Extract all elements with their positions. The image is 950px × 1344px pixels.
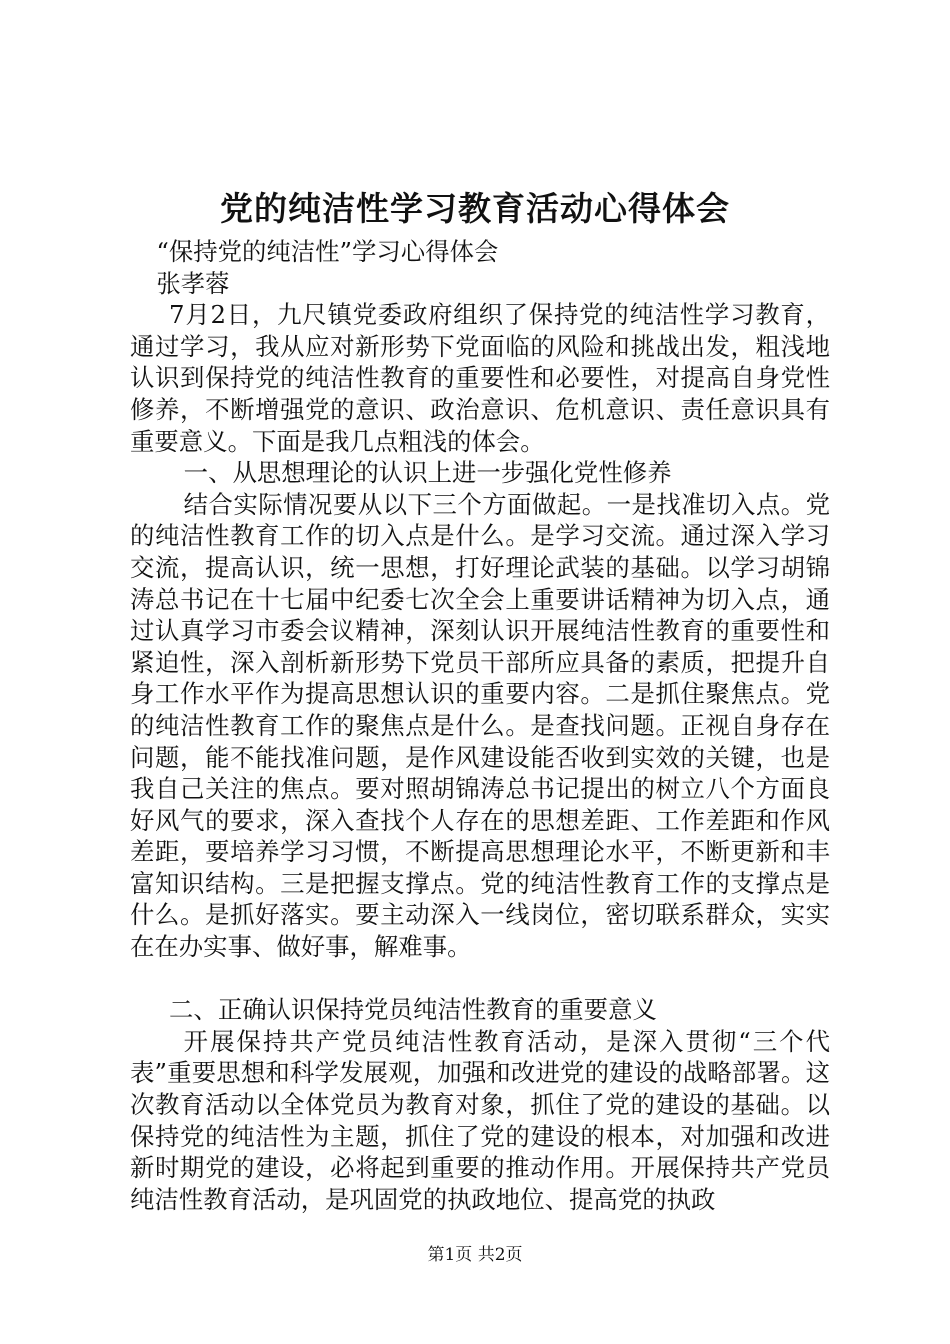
section-heading-2: 二、正确认识保持党员纯洁性教育的重要意义 [169,995,657,1025]
document-title: 党的纯洁性学习教育活动心得体会 [220,189,730,228]
subtitle: “保持党的纯洁性”学习心得体会 [156,237,499,266]
section-heading-1: 一、从思想理论的认识上进一步强化党性修养 [183,458,672,488]
paragraph-intro: 7月2日，九尺镇党委政府组织了保持党的纯洁性学习教育，通过学习，我从应对新形势下党面临的风险和挑战出发，粗浅地认识到保持党的纯洁性教育的重要性和必要性，对提高自身党性修养，不断增强党的意识、政治意识、危机意识、责任意识具有重要意义。下面是我几点粗浅的体会。 [130,300,830,456]
document-body [130,236,830,1215]
page-footer: 第1页 共2页 [427,1245,523,1265]
paragraph-section-1: 结合实际情况要从以下三个方面做起。一是找准切入点。党的纯洁性教育工作的切入点是什么。是学习交流。通过深入学习交流，提高认识，统一思想，打好理论武装的基础。以学习胡锦涛总书记在十七届中纪委七次全会上重要讲话精神为切入点，通过认真学习市委会议精神，深刻认识开展纯洁性教育的重要性和紧迫性，深入剖析新形势下党员干部所应具备的素质，把提升自身工作水平作为提高思想认识的重要内容。二是抓住聚焦点。党的纯洁性教育工作的聚焦点是什么。是查找问题。正视自身存在问题，能不能找准问题，是作风建设能否收到实效的关键，也是我自己关注的焦点。要对照胡锦涛总书记提出的树立八个方面良好风气的要求，深入查找个人存在的思想差距、工作差距和作风差距，要培养学习习惯，不断提高思想理论水平，不断更新和丰富知识结构。三是把握支撑点。党的纯洁性教育工作的支撑点是什么。是抓好落实。要主动深入一线岗位，密切联系群众，实实在在办实事、做好事，解难事。 [130,489,830,962]
paragraph-section-2: 开展保持共产党员纯洁性教育活动，是深入贯彻“三个代表”重要思想和科学发展观，加强和改进党的建设的战略部署。这次教育活动以全体党员为教育对象，抓住了党的建设的基础。以保持党的纯洁性为主题，抓住了党的建设的根本，对加强和改进新时期党的建设，必将起到重要的推动作用。开展保持共产党员纯洁性教育活动，是巩固党的执政地位、提高党的执政 [130,1026,830,1214]
paragraph-gap [130,963,830,995]
author-name: 张孝蓉 [156,268,230,298]
